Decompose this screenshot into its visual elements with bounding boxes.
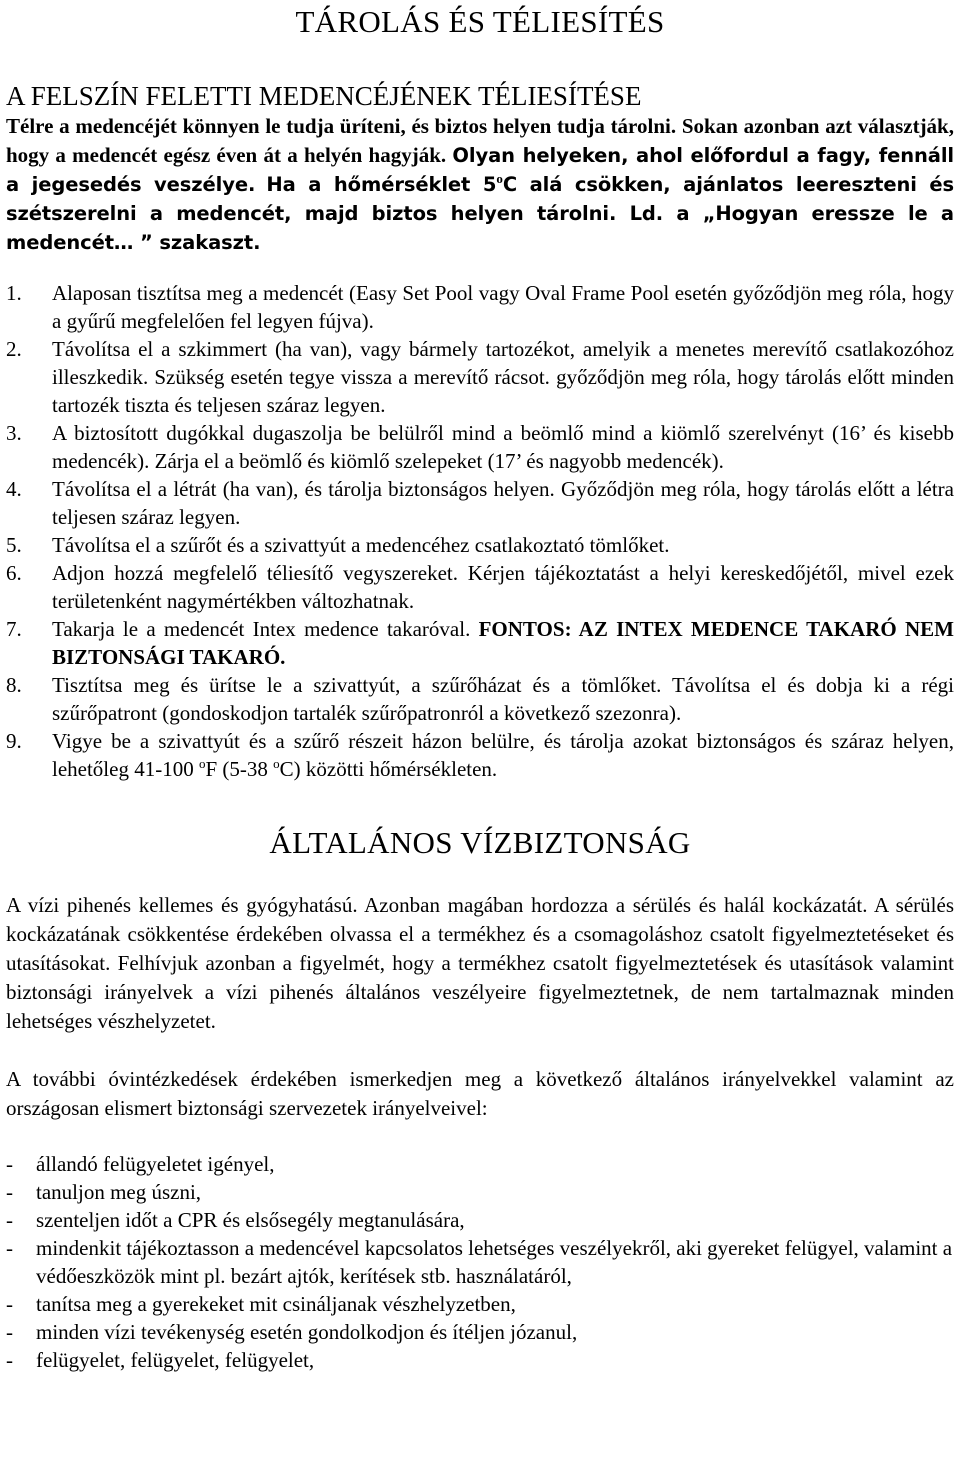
intro-text-a: Télre a medencéjét könnyen le tudja üríteni, és biztos helyen tudja tárolni. Sokan azonban azt választják, hogy a medencét egész éven át a helyén hagyják.	[6, 114, 954, 167]
list-item	[6, 335, 954, 419]
section-heading-winterizing: A FELSZÍN FELETTI MEDENCÉJÉNEK TÉLIESÍTÉSE	[6, 81, 642, 111]
dash-bullet: -	[6, 1236, 13, 1260]
step-text-c: C) közötti hőmérsékleten.	[279, 757, 498, 781]
safety-paragraph-1: A vízi pihenés kellemes és gyógyhatású. Azonban magában hordozza a sérülés és halál kockázatát. A sérülés kockázatának csökkentése érdekében olvassa el a termékhez és a csomagoláshoz csatolt figyelmeztetéseket és utasításokat. Felhívjuk azonban a figyelmét, hogy a termékhez csatolt figyelmeztetések és utasítások valamint biztonsági irányelvek a vízi pihenés általános veszélyeire figyelmeztetnek, de nem tartalmaznak minden lehetséges vészhelyzetet.	[6, 893, 954, 1033]
bullet-text: állandó felügyeletet igényel,	[36, 1152, 275, 1176]
intro-paragraph	[6, 112, 954, 257]
list-item	[6, 1234, 954, 1290]
step-text: Tisztítsa meg és ürítse le a szivattyút, a szűrőházat és a tömlőket. Távolítsa el és dobja ki a régi szűrőpatront (gondoskodjon tartalék szűrőpatronról a következő szezonra).	[52, 673, 954, 725]
list-item	[6, 419, 954, 475]
step-number: 2.	[6, 337, 22, 361]
winterizing-steps-list	[6, 279, 954, 783]
step-text-b: F (5-38	[205, 757, 274, 781]
intro-text-c2: C alá csökken, ajánlatos leereszteni és szétszerelni a medencét, majd biztos helyen tárolni. Ld. a „Hogyan eressze le a medencét… ” szakaszt.	[6, 173, 955, 254]
bullet-text: minden vízi tevékenység esetén gondolkodjon és ítéljen józanul,	[36, 1320, 578, 1344]
list-item	[6, 279, 954, 335]
step-number: 3.	[6, 421, 22, 445]
section-heading-water-safety: ÁLTALÁNOS VÍZBIZTONSÁG	[269, 825, 691, 860]
page-title: TÁROLÁS ÉS TÉLIESÍTÉS	[295, 4, 665, 39]
step-text: Távolítsa el a létrát (ha van), és tárolja biztonságos helyen. Győződjön meg róla, hogy tárolás előtt a létra teljesen száraz legyen.	[52, 477, 954, 529]
list-item	[6, 1150, 954, 1178]
list-item	[6, 1206, 954, 1234]
list-item	[6, 559, 954, 615]
dash-bullet: -	[6, 1208, 13, 1232]
intro-text-b: Olyan helyeken, ahol előfordul a fagy, fennáll a jegesedés veszélye.	[6, 144, 954, 196]
bullet-text: tanítsa meg a gyerekeket mit csináljanak vészhelyzetben,	[36, 1292, 516, 1316]
degree-sup: o	[496, 171, 503, 186]
list-item	[6, 727, 954, 783]
step-number: 5.	[6, 533, 22, 557]
step-number: 9.	[6, 729, 22, 753]
list-item	[6, 1178, 954, 1206]
safety-paragraph-2: A további óvintézkedések érdekében ismerkedjen meg a következő általános irányelvekkel valamint az országosan elismert biztonsági szervezetek irányelveivel:	[6, 1067, 954, 1120]
step-text: Távolítsa el a szkimmert (ha van), vagy bármely tartozékot, amelyik a menetes merevítő csatlakozóhoz illeszkedik. Szükség esetén tegye vissza a merevítő rácsot. győződjön meg róla, hogy tárolás előtt minden tartozék tiszta és teljesen száraz legyen.	[52, 337, 954, 417]
safety-guidelines-list	[6, 1150, 954, 1374]
bullet-text: szenteljen időt a CPR és elsősegély megtanulására,	[36, 1208, 465, 1232]
step-text: Alaposan tisztítsa meg a medencét (Easy Set Pool vagy Oval Frame Pool esetén győződjön meg róla, hogy a gyűrű megfelelően fel legyen fújva).	[52, 281, 954, 333]
intro-text-c1: Ha a hőmérséklet 5	[266, 173, 497, 196]
document-page	[0, 4, 960, 1468]
dash-bullet: -	[6, 1320, 13, 1344]
dash-bullet: -	[6, 1152, 13, 1176]
step-text: A biztosított dugókkal dugaszolja be belülről mind a beömlő mind a kiömlő szerelvényt (16’ és kisebb medencék). Zárja el a beömlő és kiömlő szelepeket (17’ és nagyobb medencék).	[52, 421, 954, 473]
bullet-text: tanuljon meg úszni,	[36, 1180, 202, 1204]
list-item	[6, 1346, 954, 1374]
step-text: Adjon hozzá megfelelő téliesítő vegyszereket. Kérjen tájékoztatást a helyi kereskedőjétől, mivel ezek területenként nagymértékben változhatnak.	[52, 561, 954, 613]
list-item	[6, 671, 954, 727]
step-text: Takarja le a medencét Intex medence takaróval.	[52, 617, 479, 641]
dash-bullet: -	[6, 1180, 13, 1204]
degree-sup: o	[198, 756, 206, 771]
step-number: 1.	[6, 281, 22, 305]
list-item	[6, 615, 954, 671]
step-number: 4.	[6, 477, 22, 501]
warning-text: FONTOS: AZ INTEX MEDENCE TAKARÓ NEM BIZTONSÁGI TAKARÓ.	[52, 617, 954, 669]
step-text: Távolítsa el a szűrőt és a szivattyút a medencéhez csatlakoztató tömlőket.	[52, 533, 670, 557]
bullet-text: mindenkit tájékoztasson a medencével kapcsolatos lehetséges veszélyekről, aki gyereket felügyel, valamint a védőeszközök mint pl. bezárt ajtók, kerítések stb. használatáról,	[36, 1236, 953, 1288]
list-item	[6, 531, 954, 559]
step-number: 8.	[6, 673, 22, 697]
step-number: 7.	[6, 617, 22, 641]
list-item	[6, 1318, 954, 1346]
list-item	[6, 475, 954, 531]
dash-bullet: -	[6, 1348, 13, 1372]
bullet-text: felügyelet, felügyelet, felügyelet,	[36, 1348, 315, 1372]
step-number: 6.	[6, 561, 22, 585]
list-item	[6, 1290, 954, 1318]
step-text-a: Vigye be a szivattyút és a szűrő részeit házon belülre, és tárolja azokat biztonságos és száraz helyen, lehetőleg 41-100	[52, 729, 954, 781]
degree-sup: o	[273, 756, 280, 771]
dash-bullet: -	[6, 1292, 13, 1316]
